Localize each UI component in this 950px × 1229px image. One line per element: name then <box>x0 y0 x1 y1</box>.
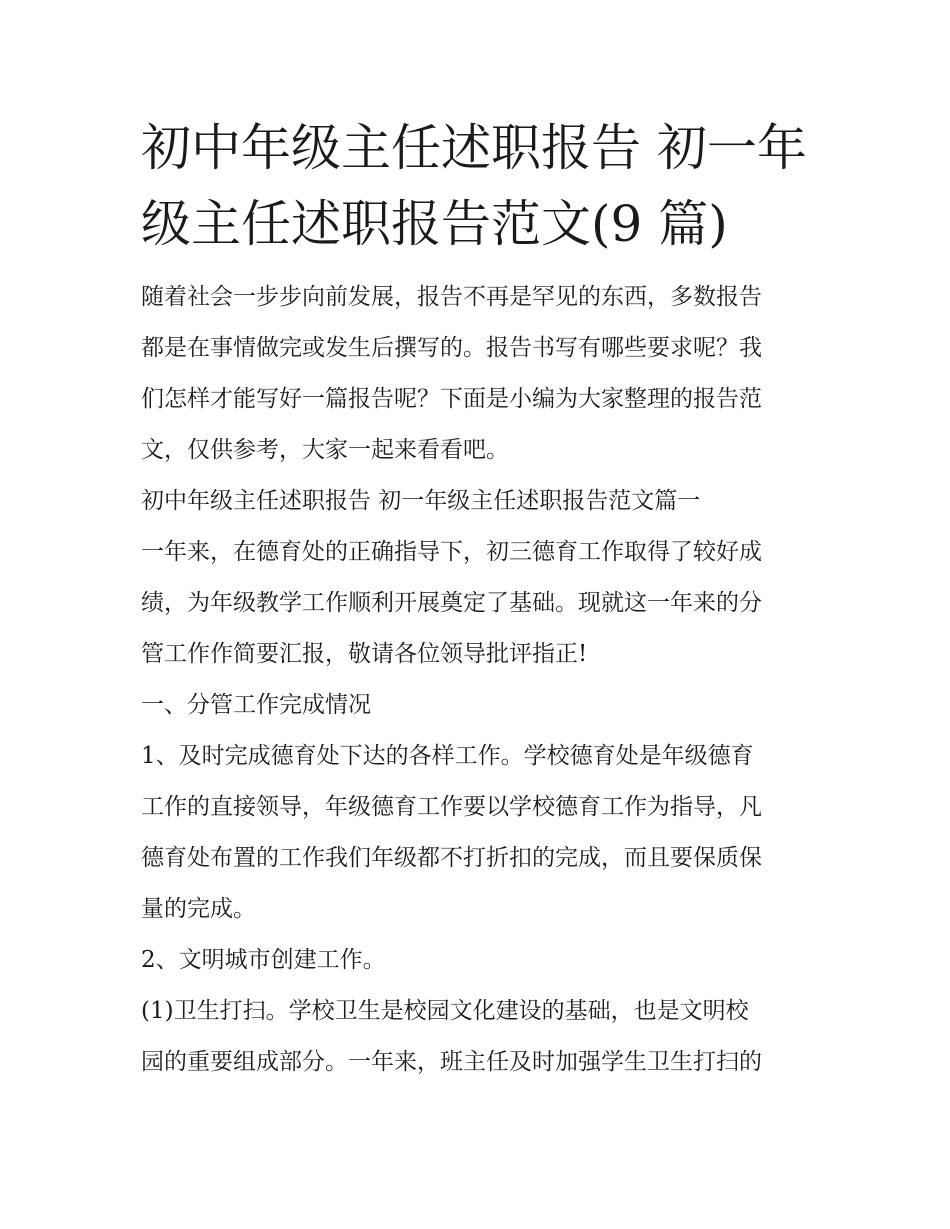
subsection-heading: 一、分管工作完成情况 <box>141 692 371 718</box>
section-heading: 初中年级主任述职报告 初一年级主任述职报告范文篇一 <box>141 488 701 514</box>
document-page <box>141 110 821 1088</box>
document-title: 初中年级主任述职报告 初一年 级主任述职报告范文(9 篇) <box>141 119 807 253</box>
paragraph-overview: 一年来，在德育处的正确指导下，初三德育工作取得了较好成 绩，为年级教学工作顺利开展奠定了基础。现就这一年来的分 管工作作简要汇报，敬请各位领导批评指正! <box>141 539 762 667</box>
list-item-2: 2、文明城市创建工作。 <box>141 947 386 973</box>
list-item-1: 1、及时完成德育处下达的各样工作。学校德育处是年级德育 工作的直接领导，年级德育工作要以学校德育工作为指导，凡 德育处布置的工作我们年级都不打折扣的完成，而且要保质保 量的完成。 <box>141 743 762 922</box>
paragraph-intro: 随着社会一步步向前发展，报告不再是罕见的东西，多数报告 都是在事情做完或发生后撰写的。报告书写有哪些要求呢？我 们怎样才能写好一篇报告呢？下面是小编为大家整理的报告范 文，仅供参考，大家一起来看看吧。 <box>141 284 762 463</box>
sub-item-1: (1)卫生打扫。学校卫生是校园文化建设的基础，也是文明校 园的重要组成部分。一年来，班主任及时加强学生卫生打扫的 <box>141 998 762 1075</box>
